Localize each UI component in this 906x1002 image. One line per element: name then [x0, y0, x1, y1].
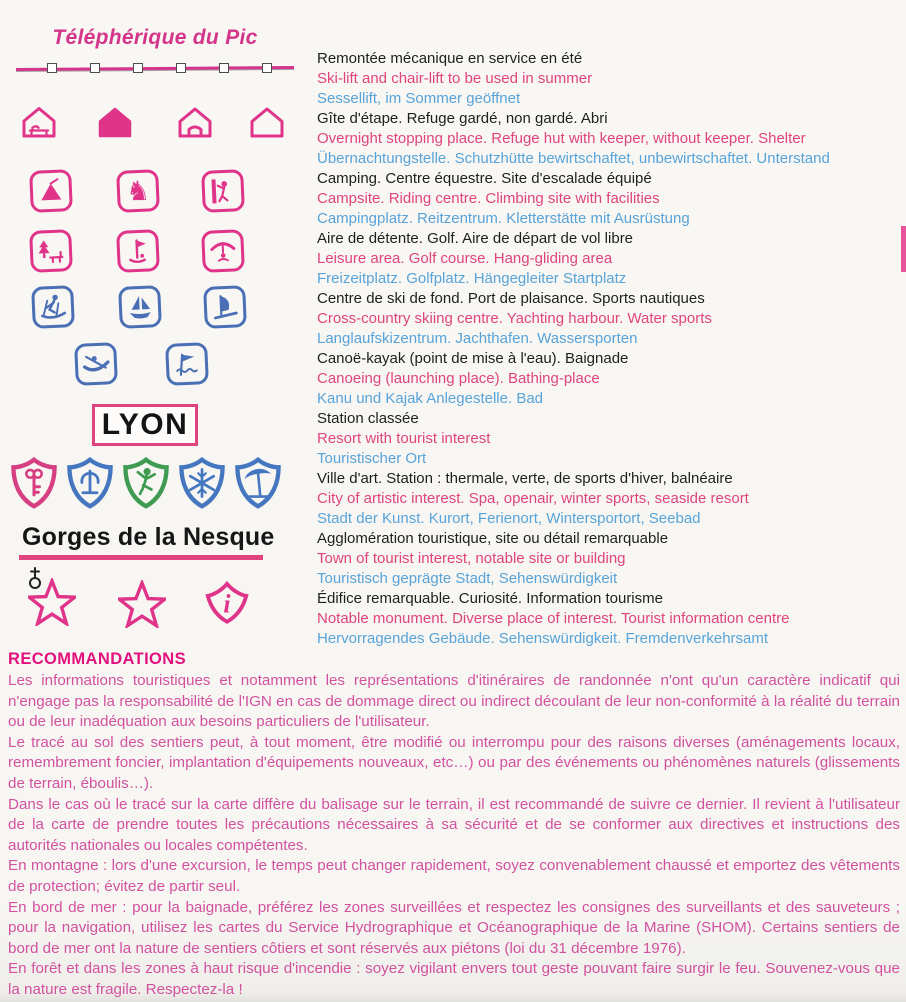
resort-name: LYON: [101, 408, 189, 441]
legend-line-de: Kanu und Kajak Anlegestelle. Bad: [317, 390, 544, 407]
xc-ski-icon: [31, 285, 75, 329]
legend-line-de: Stadt der Kunst. Kurort, Ferienort, Wintersportort, Seebad: [317, 510, 701, 527]
spa-shield: [66, 457, 114, 514]
refuge-garde-icon: [94, 103, 136, 148]
legend-line-en: Resort with tourist interest: [317, 430, 491, 447]
recommendations-paragraph: Les informations touristiques et notamment les représentations d'itinéraires de randonnée n'ont qu'un caractère indicatif qui n'engage pas la responsabilité de l'IGN en cas de dommage direct ou indirect découlant de leur non-conformité à la réalité du terrain ou de leur inadéquation aux besoins particuliers de l'utilisateur.: [8, 672, 900, 731]
legend-line-fr: Aire de détente. Golf. Aire de départ de vol libre: [317, 230, 634, 247]
recommendations-paragraph: En forêt et dans les zones à haut risque d'incendie : soyez vigilant envers tout geste pouvant faire surgir le feu. Souvenez-vous que la nature est fragile. Respectez-la !: [8, 960, 900, 998]
cableway-title: Téléphérique du Pic: [52, 26, 258, 49]
cable-wire: [16, 66, 294, 71]
golf-icon: [116, 229, 160, 273]
climbing-icon: [201, 169, 245, 213]
legend-line-de: Hervorragendes Gebäude. Sehenswürdigkeit. Fremdenverkehrsamt: [317, 630, 769, 647]
notable-site-underline: [19, 555, 263, 560]
curiosity-star: [118, 580, 166, 633]
legend-line-de: Sessellift, im Sommer geöffnet: [317, 90, 521, 107]
cable-pylon: [176, 63, 186, 73]
legend-line-fr: Édifice remarquable. Curiosité. Information tourisme: [317, 590, 663, 607]
recommendations-section: [8, 650, 900, 1001]
recommendations-title: RECOMMANDATIONS: [8, 650, 187, 668]
winter-sports-shield: [178, 457, 226, 514]
riding-icon: [116, 169, 160, 213]
legend-line-de: Touristischer Ort: [317, 450, 427, 467]
notable-site-name: Gorges de la Nesque: [22, 523, 275, 551]
refuge-non-garde-icon: [174, 103, 216, 148]
legend-line-de: Übernachtungstelle. Schutzhütte bewirtschaftet, unbewirtschaftet. Unterstand: [317, 150, 830, 167]
legend-line-en: Leisure area. Golf course. Hang-gliding area: [317, 250, 613, 267]
cable-pylon: [90, 63, 100, 73]
legend-line-fr: Agglomération touristique, site ou détail remarquable: [317, 530, 669, 547]
legend-line-fr: Canoë-kayak (point de mise à l'eau). Baignade: [317, 350, 629, 367]
bathing-icon: [165, 342, 209, 386]
recommendations-paragraph: Le tracé au sol des sentiers peut, à tout moment, être modifié ou interrompu pour des raisons diverses (aménagements locaux, remembrement foncier, implantation d'équipements nouveaux, etc…) ou par des événements ou phénomènes naturels (glissements de terrain, éboulis…).: [8, 733, 900, 792]
legend-line-fr: Station classée: [317, 410, 419, 427]
seaside-shield: [234, 457, 282, 514]
legend-line-en: Canoeing (launching place). Bathing-place: [317, 370, 600, 387]
legend-line-fr: Ville d'art. Station : thermale, verte, de sports d'hiver, balnéaire: [317, 470, 733, 487]
water-sports-icon: [203, 285, 247, 329]
legend-entries: [317, 49, 903, 649]
legend-line-de: Touristisch geprägte Stadt, Sehenswürdigkeit: [317, 570, 618, 587]
legend-line-fr: Remontée mécanique en service en été: [317, 50, 583, 67]
legend-line-en: Ski-lift and chair-lift to be used in summer: [317, 70, 593, 87]
canoe-icon: [74, 342, 118, 386]
camping-icon: [29, 169, 73, 213]
legend-line-de: Campingplatz. Reitzentrum. Kletterstätte mit Ausrüstung: [317, 210, 690, 227]
legend-line-de: Langlaufskizentrum. Jachthafen. Wassersporten: [317, 330, 638, 347]
recommendations-paragraph: Dans le cas où le tracé sur la carte diffère du balisage sur le terrain, il est recommandé de suivre ce dernier. Il revient à l'utilisateur de la carte de prendre toutes les précautions nécessaires à sa sécurité et de se conformer aux directives et instructions des autorités nationales ou locales compétentes.: [8, 795, 900, 854]
cableway-line-icon: [16, 63, 294, 75]
legend-line-fr: Gîte d'étape. Refuge gardé, non gardé. Abri: [317, 110, 608, 127]
legend-line-en: Overnight stopping place. Refuge hut with keeper, without keeper. Shelter: [317, 130, 806, 147]
ville-art-shield: [10, 457, 58, 514]
cable-pylon: [219, 63, 229, 73]
legend-line-fr: Camping. Centre équestre. Site d'escalade équipé: [317, 170, 652, 187]
cable-pylon: [133, 63, 143, 73]
yachting-icon: [118, 285, 162, 329]
legend-line-en: City of artistic interest. Spa, openair, winter sports, seaside resort: [317, 490, 749, 507]
classified-resort-box: [92, 404, 198, 446]
svg-text:i: i: [223, 589, 231, 619]
hang-gliding-icon: [201, 229, 245, 273]
gite-etape-icon: [18, 103, 60, 148]
recommendations-paragraph: En montagne : lors d'une excursion, le temps peut changer rapidement, soyez convenablement chaussé et emportez des vêtements de protection; évitez de partir seul.: [8, 857, 900, 895]
legend-line-de: Freizeitplatz. Golfplatz. Hängegleiter Startplatz: [317, 270, 627, 287]
horse-glyph: ♞: [125, 175, 151, 206]
legend-line-en: Campsite. Riding centre. Climbing site with facilities: [317, 190, 660, 207]
cable-pylon: [262, 63, 272, 73]
scan-edge-mark: [901, 226, 906, 272]
legend-line-en: Cross-country skiing centre. Yachting harbour. Water sports: [317, 310, 712, 327]
recommendations-paragraph: En bord de mer : pour la baignade, préférez les zones surveillées et respectez les consignes des surveillants et des sauveteurs ; pour la navigation, utilisez les cartes du Service Hydrographique et Océanographique de la Marine (SHOM). Certains sentiers de bord de mer ont la nature de sentiers côtiers et sont réservés aux piétons (loi du 31 décembre 1976).: [8, 898, 900, 957]
tourist-info-badge: [202, 580, 252, 633]
abri-icon: [246, 103, 288, 148]
church-icon: [25, 566, 45, 592]
notable-monument-star: [28, 578, 76, 631]
legend-line-en: Notable monument. Diverse place of interest. Tourist information centre: [317, 610, 790, 627]
station-verte-shield: [122, 457, 170, 514]
legend-line-fr: Centre de ski de fond. Port de plaisance. Sports nautiques: [317, 290, 705, 307]
leisure-icon: [29, 229, 73, 273]
legend-line-en: Town of tourist interest, notable site or building: [317, 550, 626, 567]
cable-pylon: [47, 63, 57, 73]
